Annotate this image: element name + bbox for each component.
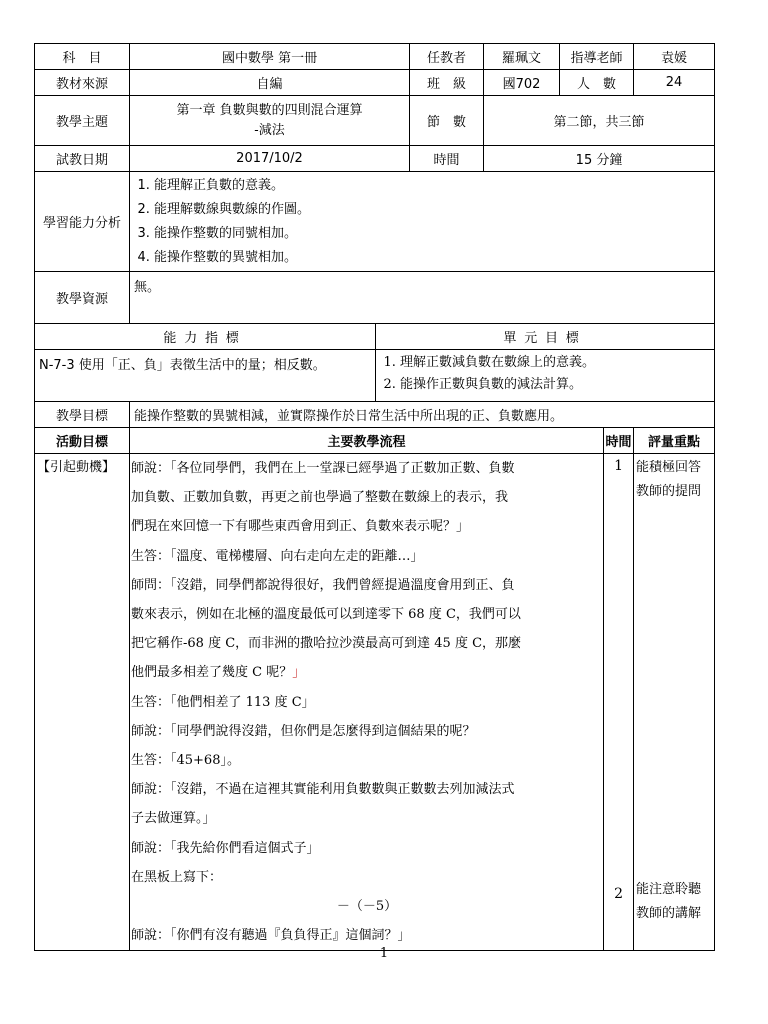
ability-item: 1. 能理解正負數的意義。 [154, 174, 710, 198]
row-resources [35, 272, 715, 324]
ability-indicator-cell [35, 350, 376, 402]
time-value-2: 2 [614, 886, 623, 902]
flow-line: 師問：「沒錯，同學們都說得很好，我們曾經提過溫度會用到正、負 [131, 577, 515, 593]
row-teaching-goal [35, 402, 715, 428]
page-number: 1 [379, 946, 389, 961]
flow-line: 把它稱作-68 度 C，而非洲的撒哈拉沙漠最高可到達 45 度 C，那麼 [131, 636, 522, 652]
teaching-goal-value: 能操作整數的異號相減，並實際操作於日常生活中所出現的正、負數應用。 [130, 402, 715, 428]
eval-line: 能注意聆聽 [636, 882, 702, 897]
flow-line: 生答：「溫度、電梯樓層、向右走向左走的距離…」 [131, 548, 424, 564]
flow-line: 生答：「他們相差了 113 度 C」 [131, 694, 315, 710]
teacher-label: 任教者 [410, 44, 484, 70]
teacher-value: 羅珮文 [484, 44, 560, 70]
time-value-1: 1 [614, 458, 623, 474]
row-flow-header [35, 428, 715, 454]
flow-line: 加負數、正數加負數，再更之前也學過了整數在數線上的表示，我 [131, 490, 509, 506]
flow-line: 數來表示，例如在北極的溫度最低可以到達零下 68 度 C，我們可以 [131, 607, 521, 623]
flow-line: 他們最多相差了幾度 C 呢？ [131, 665, 293, 681]
class-value: 國702 [484, 70, 560, 96]
unit-goal-item: 1. 理解正數減負數在數線上的意義。 [400, 352, 710, 374]
row-subject [35, 44, 715, 70]
flow-line: 師說：「沒錯，不過在這裡其實能利用負數數與正數數去列加減法式 [131, 782, 515, 798]
class-label: 班 級 [410, 70, 484, 96]
flow-line-with-red-quote [131, 658, 603, 687]
ability-item: 2. 能理解數線與數線的作圖。 [154, 198, 710, 222]
time-header: 時間 [604, 428, 634, 454]
topic-line-1: 第一章 負數與數的四則混合運算 [176, 102, 363, 118]
row-indicators [35, 350, 715, 402]
periods-label: 節 數 [410, 96, 484, 146]
periods-value: 第二節，共三節 [484, 96, 715, 146]
time-cell [604, 454, 634, 951]
ability-indicator-code: N-7-3 [39, 358, 75, 373]
row-flow-body [35, 454, 715, 951]
topic-line-2: -減法 [254, 122, 285, 138]
ability-indicator-header: 能力指標 [35, 324, 376, 350]
lesson-plan-table [34, 43, 715, 951]
eval-line: 教師的講解 [636, 906, 702, 921]
activity-header: 活動目標 [35, 428, 130, 454]
unit-goal-cell [376, 350, 715, 402]
eval-item-1 [636, 456, 714, 504]
eval-line: 教師的提問 [636, 484, 702, 499]
row-indicator-headers [35, 324, 715, 350]
flow-line: 師說：「你們有沒有聽過『負負得正』這個詞？」 [131, 928, 411, 944]
eval-header: 評量重點 [634, 428, 715, 454]
teaching-goal-label: 教學目標 [35, 402, 130, 428]
process-header: 主要教學流程 [130, 428, 604, 454]
advisor-value: 袁媛 [634, 44, 715, 70]
unit-goal-header: 單元目標 [376, 324, 715, 350]
red-quote-mark: 」 [292, 665, 306, 681]
eval-line: 能積極回答 [636, 460, 702, 475]
ability-analysis-list [134, 174, 710, 270]
ability-analysis-label: 學習能力分析 [35, 172, 130, 272]
process-cell [130, 454, 604, 951]
topic-label: 教學主題 [35, 96, 130, 146]
subject-value: 國中數學 第一冊 [130, 44, 410, 70]
row-date [35, 146, 715, 172]
resources-label: 教學資源 [35, 272, 130, 324]
math-expression: －（－5） [336, 899, 398, 915]
flow-line: 師說：「我先給你們看這個式子」 [131, 840, 320, 856]
count-value: 24 [634, 70, 715, 96]
ability-indicator-text: 使用「正、負」表徵生活中的量；相反數。 [78, 358, 326, 373]
source-value: 自編 [130, 70, 410, 96]
unit-goal-list [380, 352, 710, 396]
flow-line: 在黑板上寫下： [131, 869, 223, 885]
lesson-plan-sheet [34, 43, 714, 951]
resources-value: 無。 [130, 272, 715, 324]
ability-item: 3. 能操作整數的同號相加。 [154, 222, 710, 246]
flow-line: 子去做運算。」 [131, 811, 216, 827]
row-ability-analysis [35, 172, 715, 272]
count-label: 人 數 [560, 70, 634, 96]
flow-line: 師說：「同學們說得沒錯，但你們是怎麼得到這個結果的呢？ [131, 723, 476, 739]
activity-title: 【引起動機】 [37, 460, 116, 475]
date-value: 2017/10/2 [130, 146, 410, 172]
activity-cell [35, 454, 130, 951]
ability-item: 4. 能操作整數的異號相加。 [154, 246, 710, 270]
ability-analysis-cell [130, 172, 715, 272]
eval-cell [634, 454, 715, 951]
subject-label: 科 目 [35, 44, 130, 70]
source-label: 教材來源 [35, 70, 130, 96]
unit-goal-item: 2. 能操作正數與負數的減法計算。 [400, 374, 710, 396]
advisor-label: 指導老師 [560, 44, 634, 70]
time-label: 時間 [410, 146, 484, 172]
topic-value [130, 96, 410, 146]
flow-line: 師說：「各位同學們，我們在上一堂課已經學過了正數加正數、負數 [131, 461, 515, 476]
flow-line: 生答：「45+68」。 [131, 753, 240, 769]
time-value: 15 分鐘 [484, 146, 715, 172]
eval-item-2 [636, 878, 714, 926]
row-topic [35, 96, 715, 146]
row-source [35, 70, 715, 96]
date-label: 試教日期 [35, 146, 130, 172]
flow-line: 們現在來回憶一下有哪些東西會用到正、負數來表示呢？」 [131, 519, 470, 535]
